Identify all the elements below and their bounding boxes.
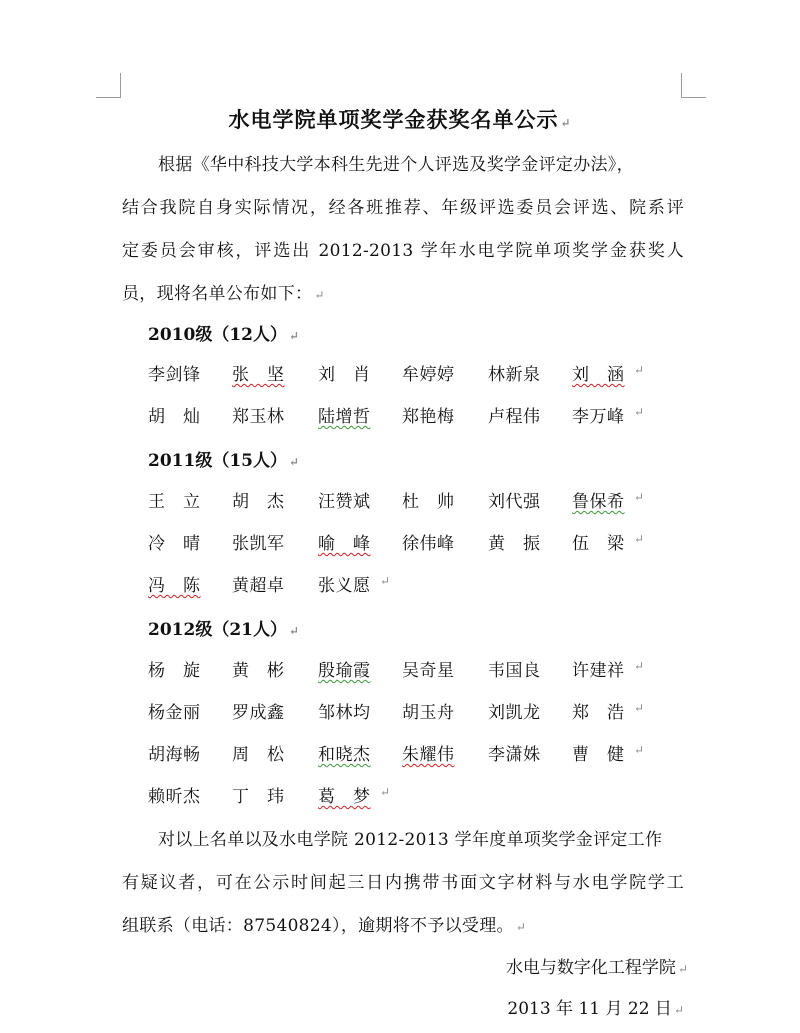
- awardee-name: 伍 梁: [572, 534, 625, 554]
- awardee-name: 胡玉舟: [402, 703, 455, 723]
- awardee-name: 汪赞斌: [318, 492, 371, 512]
- awardee-name: 刘凯龙: [488, 703, 541, 723]
- awardee-name: 胡 杰: [232, 492, 285, 512]
- paragraph-mark-icon: ↵: [288, 624, 300, 638]
- paragraph-mark-icon: ↵: [380, 574, 391, 588]
- paragraph-mark-icon: ↵: [673, 1003, 684, 1017]
- awardee-name: 李剑锋: [148, 365, 201, 385]
- awardee-name: 罗成鑫: [232, 703, 285, 723]
- awardee-name: 杨金丽: [148, 703, 201, 723]
- signature-org: 水电与数字化工程学院 ↵: [505, 958, 688, 978]
- intro-line-1: 根据《华中科技大学本科生先进个人评选及奖学金评定办法》，: [158, 155, 634, 175]
- awardee-name: 冷 晴: [148, 534, 201, 554]
- awardee-name: 林新泉: [488, 365, 541, 385]
- awardee-name: 牟婷婷: [402, 365, 455, 385]
- awardee-name: 李潇姝: [488, 745, 541, 765]
- paragraph-mark-icon: ↵: [634, 363, 645, 377]
- document-title: 水电学院单项奖学金获奖名单公示 ↵: [228, 107, 572, 132]
- name-row-2010-1: [148, 360, 688, 384]
- awardee-name: 刘 涵: [572, 365, 625, 385]
- awardee-name: 邹林均: [318, 703, 371, 723]
- awardee-name: 刘代强: [488, 492, 541, 512]
- awardee-name: 丁 玮: [232, 787, 285, 807]
- name-row-2010-2: [148, 402, 688, 426]
- awardee-name: 朱耀伟: [402, 745, 455, 765]
- awardee-name: 陆增哲: [318, 407, 371, 427]
- paragraph-mark-icon: ↵: [634, 490, 645, 504]
- name-row-2012-3: [148, 740, 688, 764]
- paragraph-mark-icon: ↵: [288, 455, 300, 469]
- awardee-name: 黄超卓: [232, 576, 285, 596]
- awardee-name: 张凯军: [232, 534, 285, 554]
- awardee-name: 黄 彬: [232, 661, 285, 681]
- name-row-2011-2: [148, 529, 688, 553]
- awardee-name: 郑玉林: [232, 407, 285, 427]
- awardee-name: 杨 旋: [148, 661, 201, 681]
- closing-line-1: 对以上名单以及水电学院 2012-2013 学年度单项奖学金评定工作: [158, 830, 663, 850]
- awardee-name: 张义愿: [318, 576, 371, 596]
- awardee-name: 徐伟峰: [402, 534, 455, 554]
- paragraph-mark-icon: ↵: [634, 659, 645, 673]
- intro-line-4: 员，现将名单公布如下： ↵: [122, 284, 325, 304]
- name-row-2012-1: [148, 656, 688, 680]
- name-row-2012-2: [148, 698, 688, 722]
- awardee-name: 杜 帅: [402, 492, 455, 512]
- signature-date: 2013 年 11 月 22 日 ↵: [507, 999, 684, 1019]
- paragraph-mark-icon: ↵: [288, 329, 300, 343]
- crop-mark-top-left: [96, 73, 121, 98]
- paragraph-mark-icon: ↵: [560, 116, 572, 130]
- awardee-name: 黄 振: [488, 534, 541, 554]
- paragraph-mark-icon: ↵: [314, 288, 325, 302]
- paragraph-mark-icon: ↵: [380, 785, 391, 799]
- awardee-name: 喻 峰: [318, 534, 371, 554]
- paragraph-mark-icon: ↵: [634, 532, 645, 546]
- awardee-name: 殷瑜霞: [318, 661, 371, 681]
- awardee-name: 赖昕杰: [148, 787, 201, 807]
- paragraph-mark-icon: ↵: [515, 920, 527, 934]
- section-heading-2011: 2011级（15人） ↵: [148, 451, 300, 471]
- awardee-name: 胡 灿: [148, 407, 201, 427]
- awardee-name: 郑艳梅: [402, 407, 455, 427]
- paragraph-mark-icon: ↵: [677, 962, 688, 976]
- paragraph-mark-icon: ↵: [634, 743, 645, 757]
- intro-line-2: 结合我院自身实际情况，经各班推荐、年级评选委员会评选、院系评: [122, 198, 684, 218]
- name-row-2012-4: [148, 782, 688, 806]
- crop-mark-top-right: [681, 73, 706, 98]
- awardee-name: 卢程伟: [488, 407, 541, 427]
- closing-line-3: 组联系（电话：87540824），逾期将不予以受理。 ↵: [122, 916, 527, 936]
- awardee-name: 许建祥: [572, 661, 625, 681]
- awardee-name: 王 立: [148, 492, 201, 512]
- awardee-name: 李万峰: [572, 407, 625, 427]
- closing-line-2: 有疑议者，可在公示时间起三日内携带书面文字材料与水电学院学工: [122, 873, 684, 893]
- awardee-name: 周 松: [232, 745, 285, 765]
- awardee-name: 葛 梦: [318, 787, 371, 807]
- section-heading-2010: 2010级（12人） ↵: [148, 325, 300, 345]
- intro-line-3: 定委员会审核，评选出 2012-2013 学年水电学院单项奖学金获奖人: [122, 241, 684, 261]
- awardee-name: 胡海畅: [148, 745, 201, 765]
- awardee-name: 曹 健: [572, 745, 625, 765]
- awardee-name: 郑 浩: [572, 703, 625, 723]
- paragraph-mark-icon: ↵: [634, 405, 645, 419]
- name-row-2011-1: [148, 487, 688, 511]
- paragraph-mark-icon: ↵: [634, 701, 645, 715]
- awardee-name: 鲁保希: [572, 492, 625, 512]
- awardee-name: 和晓杰: [318, 745, 371, 765]
- awardee-name: 刘 肖: [318, 365, 371, 385]
- awardee-name: 韦国良: [488, 661, 541, 681]
- awardee-name: 吴奇星: [402, 661, 455, 681]
- awardee-name: 张 坚: [232, 365, 285, 385]
- awardee-name: 冯 陈: [148, 576, 201, 596]
- section-heading-2012: 2012级（21人） ↵: [148, 620, 300, 640]
- name-row-2011-3: [148, 571, 688, 595]
